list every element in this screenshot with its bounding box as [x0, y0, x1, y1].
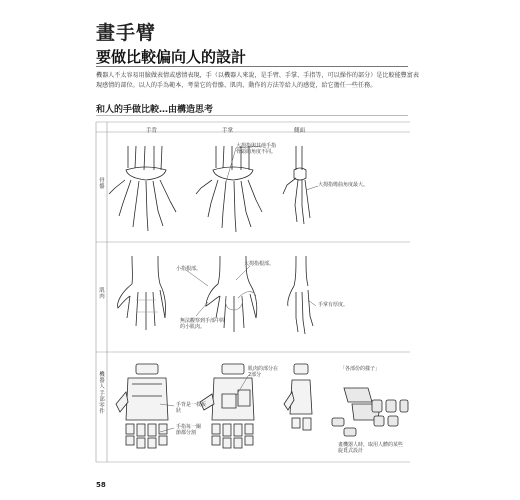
- note-robot-pad-line-2: 2部分: [248, 372, 262, 379]
- muscle-hand-back: [118, 256, 166, 330]
- intro-line-2: 現感情的部位。以人的手為範本，考量它的骨骼、肌肉、動作的方法等給人的感覺，給它擔任一些任務。: [96, 82, 377, 89]
- note-robot-wrist: [176, 402, 206, 415]
- note-robot-pad: [248, 366, 278, 379]
- column-header-back: 手背: [146, 128, 158, 134]
- note-muscle-thumb: 大拇指根部。: [244, 261, 275, 267]
- note-bone-thumb-line-1: 大拇指與其他手指: [236, 143, 277, 149]
- note-muscle-side: 手掌有厚度。: [318, 302, 349, 308]
- note-robot-finger-line-1: 手指每一關: [176, 424, 202, 430]
- skeleton-hand-side: [283, 146, 310, 224]
- note-muscle-fine-line-1: 無法觀察到手部中間: [180, 318, 226, 324]
- page-number: 58: [96, 481, 106, 489]
- page-headline: 要做比較偏向人的設計: [96, 48, 247, 66]
- note-robot-bottom-line-1: 畫機器人時，取用人體的某些: [338, 442, 404, 448]
- muscle-leader-lines: [186, 266, 316, 316]
- note-bone-side: 大拇指彎曲角度最大。: [318, 182, 369, 188]
- note-robot-bottom: [338, 442, 403, 455]
- note-muscle-fine-line-2: 的小肌肉。: [180, 324, 206, 331]
- intro-line-1: 機器人不太容易用臉做表情或感情表現，手（以機器人來說，是手臂、手掌、手指等，可以操作的部分）是比較能豐富表: [96, 72, 419, 79]
- robot-hand-palm: [200, 364, 254, 448]
- note-robot-wrist-line-1: 手背是一枚板: [176, 402, 207, 408]
- skeleton-hand-palm: [196, 146, 262, 232]
- chapter-title: 畫手臂: [96, 22, 157, 44]
- note-robot-bottom-line-2: 旋覓式設計: [338, 448, 364, 455]
- robot-exploded-parts: [332, 388, 408, 436]
- note-robot-finger-line-2: 節都分割: [176, 430, 197, 437]
- note-robot-wrist-line-2: 狀: [176, 408, 182, 415]
- row-label-robot-parts: 機器人手部零件: [99, 372, 105, 416]
- row-label-muscle: 肌肉: [99, 288, 105, 301]
- note-muscle-fine: [180, 318, 225, 331]
- note-robot-parts: 「各部份的樣子」: [340, 366, 381, 372]
- section-title: 和人的手做比較…由構造思考: [96, 105, 214, 115]
- robot-hand-side: [284, 364, 312, 430]
- muscle-hand-side: [288, 256, 313, 334]
- note-robot-pad-line-1: 肌肉的部分在: [248, 366, 279, 372]
- column-header-side: 側面: [294, 128, 306, 134]
- robot-hand-back: [116, 364, 168, 448]
- note-bone-thumb-line-2: 骨頭的角度不同。: [236, 149, 277, 156]
- column-header-palm: 手掌: [222, 128, 234, 134]
- note-bone-thumb: [236, 143, 276, 156]
- note-robot-finger: [176, 424, 201, 437]
- skeleton-hand-back: [109, 146, 176, 231]
- row-label-bone: 骨骼: [99, 178, 105, 191]
- note-muscle-small: 小指根部。: [176, 266, 202, 272]
